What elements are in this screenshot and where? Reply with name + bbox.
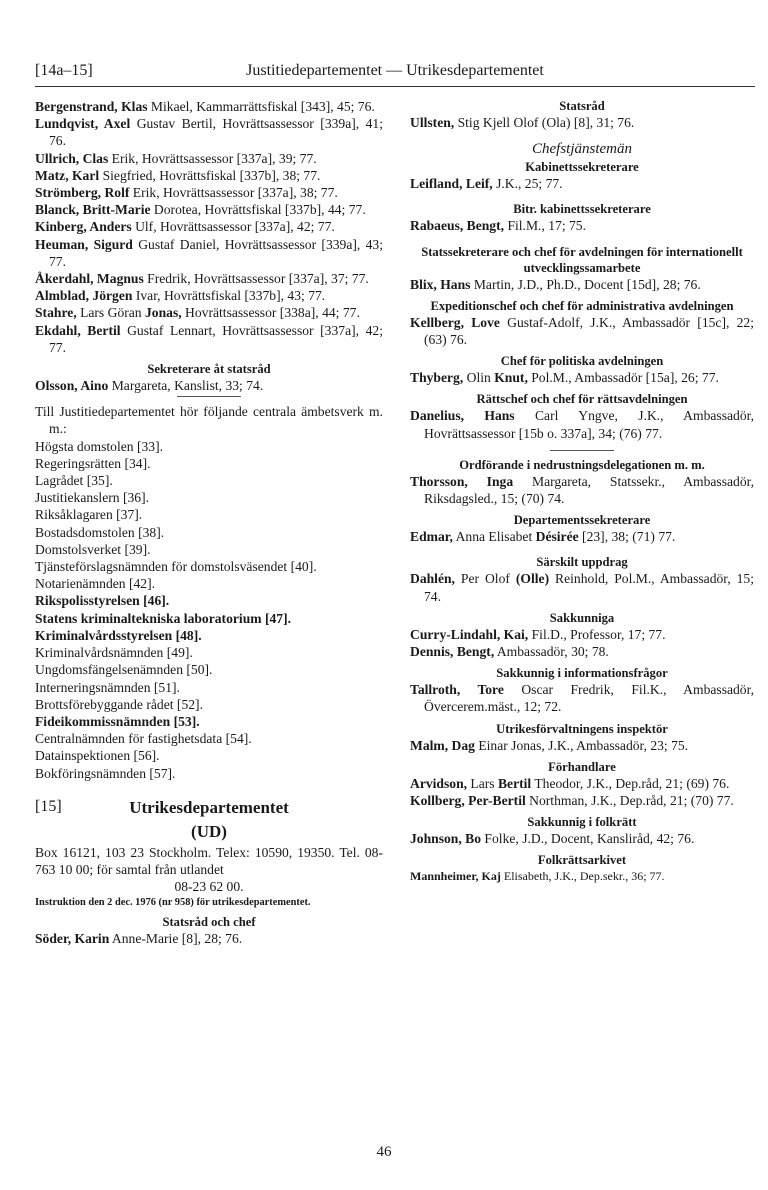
info-entry: Tallroth, Tore Oscar Fredrik, Fil.K., Ambassadör, Övercerem.mäst., 12; 72. (410, 682, 754, 715)
agency-item: Kriminalvårdsnämnden [49]. (35, 645, 193, 661)
agency-item: Statens kriminaltekniska laboratorium [47]. (35, 610, 292, 626)
rat-entry: Danelius, Hans Carl Yngve, J.K., Ambassadör, Hovrättsassessor [15b o. 337a], 34; (76) 77. (410, 408, 754, 441)
divider (177, 396, 241, 397)
rat-heading: Rättschef och chef för rättsavdelningen (476, 392, 688, 407)
ud-phone: 08-23 62 00. (174, 879, 244, 895)
agency-item: Justitiekanslern [36]. (35, 490, 150, 506)
agency-item: Centralnämnden för fastighetsdata [54]. (35, 731, 252, 747)
ud-title-block (35, 796, 383, 844)
agency-item: Domstolsverket [39]. (35, 541, 151, 557)
arkiv-heading: Folkrättsarkivet (537, 853, 627, 868)
agency-item: Rikspolisstyrelsen [46]. (35, 593, 170, 609)
agency-item: Fideikommissnämnden [53]. (35, 713, 200, 729)
dep-entry: Edmar, Anna Elisabet Désirée [23], 38; (71) 77. (410, 529, 676, 545)
personnel-entry: Stahre, Lars Göran Jonas, Hovrättsassessor [338a], 44; 77. (35, 305, 360, 321)
secretary-entry: Olsson, Aino Margareta, Kanslist, 33; 74. (35, 378, 264, 394)
page-number: 46 (376, 1144, 392, 1160)
insp-heading: Utrikesförvaltningens inspektör (496, 721, 668, 736)
personnel-entry: Lundqvist, Axel Gustav Bertil, Hovrättsassessor [339a], 41; 76. (35, 116, 383, 149)
forh-entry: Arvidson, Lars Bertil Theodor, J.K., Dep.råd, 21; (69) 76. (410, 775, 730, 791)
running-title: Justitiedepartementet — Utrikesdepartementet (246, 62, 544, 79)
nedr-entry: Thorsson, Inga Margareta, Statssekr., Ambassadör, Riksdagsled., 15; (70) 74. (410, 473, 755, 507)
ud-department-name: Utrikesdepartementet (UD) (129, 797, 289, 841)
bitr-heading: Bitr. kabinettssekreterare (513, 202, 651, 217)
assessor-list (35, 98, 383, 356)
sakk-heading: Sakkunniga (549, 610, 615, 625)
personnel-entry: Almblad, Jörgen Ivar, Hovrättsfiskal [337b], 43; 77. (35, 288, 326, 304)
personnel-entry: Åkerdahl, Magnus Fredrik, Hovrättsassessor [337a], 37; 77. (35, 271, 369, 287)
agency-item: Högsta domstolen [33]. (35, 438, 163, 454)
ud-section-number: [15] (35, 797, 62, 815)
agency-item: Notarienämnden [42]. (35, 576, 156, 592)
arkiv-entry: Mannheimer, Kaj Elisabeth, J.K., Dep.sekr., 36; 77. (410, 869, 665, 884)
folk-heading: Sakkunnig i folkrätt (527, 815, 637, 830)
ud-instruction: Instruktion den 2 dec. 1976 (nr 958) för utrikesdepartementet. (35, 897, 311, 909)
forh-entry: Kollberg, Per-Bertil Northman, J.K., Dep.råd, 21; (70) 77. (410, 793, 734, 809)
section-reference: [14a–15] (35, 62, 93, 79)
kab-heading: Kabinettssekreterare (525, 160, 639, 175)
intl-heading: Statssekreterare och chef för avdelningen för internationellt utvecklingssamarbete (421, 244, 743, 275)
adm-entry: Kellberg, Love Gustaf-Adolf, J.K., Ambassadör [15c], 22; (63) 76. (410, 314, 754, 348)
divider (550, 450, 614, 451)
minister-entry: Söder, Karin Anne-Marie [8], 28; 76. (35, 931, 243, 947)
header-rule (35, 86, 755, 87)
ud-address: Box 16121, 103 23 Stockholm. Telex: 10590, 19350. Tel. 08-763 10 00; för samtal från utlandet (35, 844, 383, 877)
sars-heading: Särskilt uppdrag (536, 555, 628, 570)
agency-item: Brottsförebyggande rådet [52]. (35, 696, 203, 712)
agency-item: Interneringsnämnden [51]. (35, 679, 180, 695)
right-column (410, 98, 754, 886)
info-heading: Sakkunnig i informationsfrågor (496, 666, 668, 681)
statsrad-heading: Statsråd (559, 99, 605, 113)
agency-item: Bokföringsnämnden [57]. (35, 765, 176, 781)
sars-entry: Dahlén, Per Olof (Olle) Reinhold, Pol.M., Ambassadör, 15; 74. (410, 571, 755, 604)
intl-entry: Blix, Hans Martin, J.D., Ph.D., Docent [15d], 28; 76. (410, 276, 701, 292)
secretary-heading: Sekreterare åt statsråd (147, 362, 271, 377)
sakk-entry: Curry-Lindahl, Kai, Fil.D., Professor, 17; 77. (410, 626, 666, 642)
adm-heading: Expeditionschef och chef för administrativa avdelningen (430, 298, 734, 313)
agency-item: Tjänsteförslagsnämnden för domstolsväsendet [40]. (35, 559, 317, 575)
personnel-entry: Strömberg, Rolf Erik, Hovrättsassessor [337a], 38; 77. (35, 185, 338, 201)
left-column (35, 98, 383, 948)
pol-entry: Thyberg, Olin Knut, Pol.M., Ambassadör [15a], 26; 77. (410, 370, 719, 386)
personnel-entry: Heuman, Sigurd Gustaf Daniel, Hovrättsassessor [339a], 43; 77. (35, 236, 384, 269)
forh-heading: Förhandlare (548, 759, 616, 774)
agency-item: Datainspektionen [56]. (35, 748, 160, 764)
personnel-entry: Ekdahl, Bertil Gustaf Lennart, Hovrättsassessor [337a], 42; 77. (35, 322, 383, 355)
agencies-intro: Till Justitiedepartementet hör följande centrala ämbetsverk m. m.: (35, 404, 383, 437)
agency-item: Regeringsrätten [34]. (35, 455, 151, 471)
insp-entry: Malm, Dag Einar Jonas, J.K., Ambassadör, 23; 75. (410, 737, 689, 753)
page-header (35, 62, 755, 84)
personnel-entry: Blanck, Britt-Marie Dorotea, Hovrättsfiskal [337b], 44; 77. (35, 202, 366, 218)
agency-item: Ungdomsfängelsenämnden [50]. (35, 662, 213, 678)
personnel-entry: Matz, Karl Siegfried, Hovrättsfiskal [337b], 38; 77. (35, 167, 321, 183)
folk-entry: Johnson, Bo Folke, J.D., Docent, Kansliråd, 42; 76. (410, 831, 695, 847)
kab-entry: Leifland, Leif, J.K., 25; 77. (410, 176, 563, 192)
nedr-heading: Ordförande i nedrustningsdelegationen m. m. (459, 457, 705, 472)
agency-item: Riksåklagaren [37]. (35, 507, 143, 523)
agency-item: Bostadsdomstolen [38]. (35, 524, 165, 540)
agency-item: Kriminalvårdsstyrelsen [48]. (35, 627, 202, 643)
bitr-entry: Rabaeus, Bengt, Fil.M., 17; 75. (410, 218, 587, 234)
personnel-entry: Kinberg, Anders Ulf, Hovrättsassessor [337a], 42; 77. (35, 219, 335, 235)
sakk-entry: Dennis, Bengt, Ambassadör, 30; 78. (410, 644, 609, 660)
personnel-entry: Bergenstrand, Klas Mikael, Kammarrättsfiskal [343], 45; 76. (35, 99, 375, 114)
chefstjanstemän-heading: Chefstjänstemän (532, 141, 632, 158)
pol-heading: Chef för politiska avdelningen (500, 354, 664, 369)
personnel-entry: Ullrich, Clas Erik, Hovrättsassessor [337a], 39; 77. (35, 150, 317, 166)
agency-item: Lagrådet [35]. (35, 473, 113, 489)
agency-list (35, 438, 383, 782)
dep-heading: Departementssekreterare (513, 513, 651, 528)
statsrad-entry: Ullsten, Stig Kjell Olof (Ola) [8], 31; 76. (410, 115, 635, 130)
minister-heading: Statsråd och chef (162, 915, 256, 930)
